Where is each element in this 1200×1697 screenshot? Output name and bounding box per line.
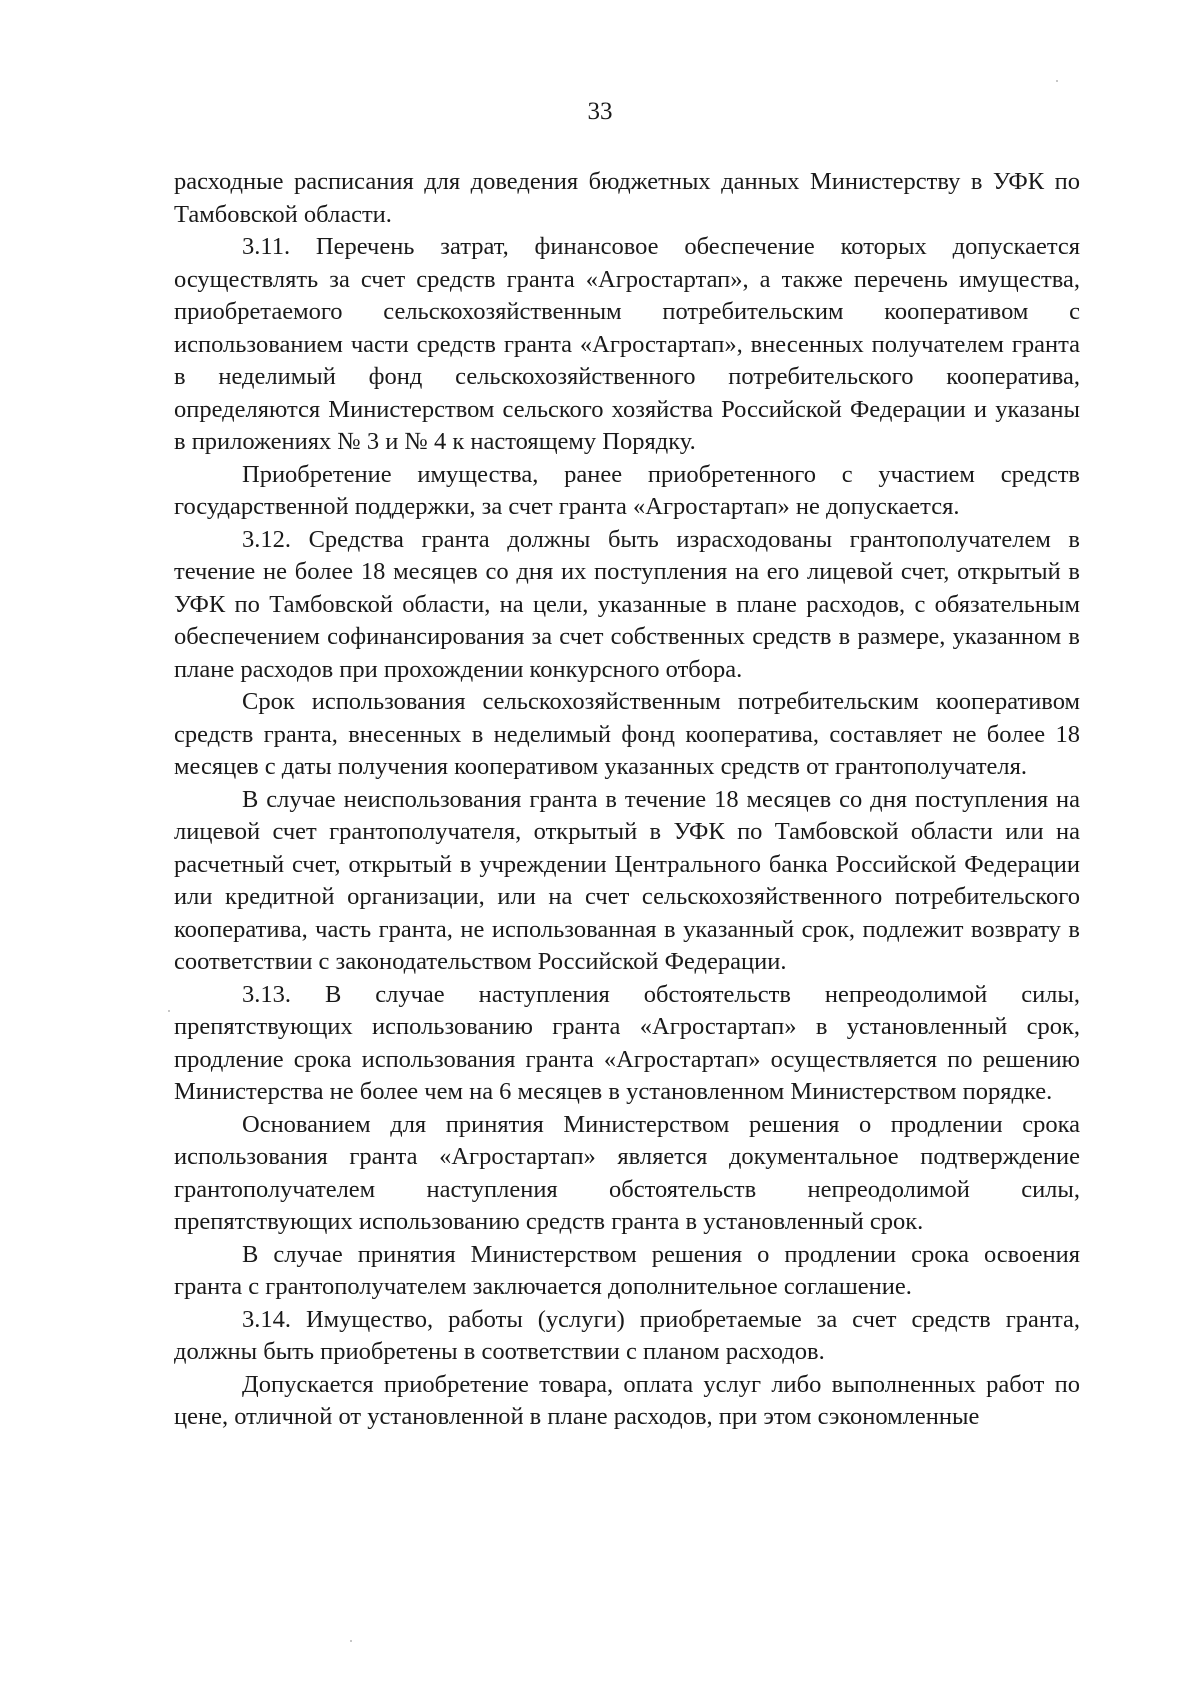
document-body <box>174 166 1080 1434</box>
paragraph-7: 3.13. В случае наступления обстоятельств непреодолимой силы, препятствующих использованию гранта «Агростартап» в установленный срок, продление срока использования гранта «Агростартап» осуществляется по решению Министерства не более чем на 6 месяцев в установленном Министерством порядке. <box>174 980 1080 1105</box>
scan-speck <box>168 1010 170 1012</box>
paragraph-11: Допускается приобретение товара, оплата услуг либо выполненных работ по цене, отличной от установленной в плане расходов, при этом сэкономленные <box>174 1370 1080 1430</box>
paragraph-6: В случае неиспользования гранта в течение 18 месяцев со дня поступления на лицевой счет грантополучателя, открытый в УФК по Тамбовской области или на расчетный счет, открытый в учреждении Центрального банка Российской Федерации или кредитной организации, или на счет сельскохозяйственного потребительского кооператива, часть гранта, не использованная в указанный срок, подлежит возврату в соответствии с законодательством Российской Федерации. <box>174 785 1080 975</box>
scan-speck <box>1056 80 1058 82</box>
paragraph-10: 3.14. Имущество, работы (услуги) приобретаемые за счет средств гранта, должны быть приобретены в соответствии с планом расходов. <box>174 1305 1080 1365</box>
paragraph-5: Срок использования сельскохозяйственным потребительским кооперативом средств гранта, внесенных в неделимый фонд кооператива, составляет не более 18 месяцев с даты получения кооперативом указанных средств от грантополучателя. <box>174 688 1080 780</box>
paragraph-1: расходные расписания для доведения бюджетных данных Министерству в УФК по Тамбовской области. <box>174 168 1080 228</box>
scan-speck <box>350 1640 352 1642</box>
paragraph-3: Приобретение имущества, ранее приобретенного с участием средств государственной поддержки, за счет гранта «Агростартап» не допускается. <box>174 460 1080 520</box>
page-number: 33 <box>587 98 613 125</box>
paragraph-4: 3.12. Средства гранта должны быть израсходованы грантополучателем в течение не более 18 месяцев со дня их поступления на его лицевой счет, открытый в УФК по Тамбовской области, на цели, указанные в плане расходов, с обязательным обеспечением софинансирования за счет собственных средств в размере, указанном в плане расходов при прохождении конкурсного отбора. <box>174 525 1080 683</box>
paragraph-2: 3.11. Перечень затрат, финансовое обеспечение которых допускается осуществлять за счет средств гранта «Агростартап», а также перечень имущества, приобретаемого сельскохозяйственным потребительским кооперативом с использованием части средств гранта «Агростартап», внесенных получателем гранта в неделимый фонд сельскохозяйственного потребительского кооператива, определяются Министерством сельского хозяйства Российской Федерации и указаны в приложениях № 3 и № 4 к настоящему Порядку. <box>174 233 1080 455</box>
paragraph-9: В случае принятия Министерством решения о продлении срока освоения гранта с грантополучателем заключается дополнительное соглашение. <box>174 1240 1080 1300</box>
paragraph-8: Основанием для принятия Министерством решения о продлении срока использования гранта «Агростартап» является документальное подтверждение грантополучателем наступления обстоятельств непреодолимой силы, препятствующих использованию средств гранта в установленный срок. <box>174 1110 1080 1235</box>
